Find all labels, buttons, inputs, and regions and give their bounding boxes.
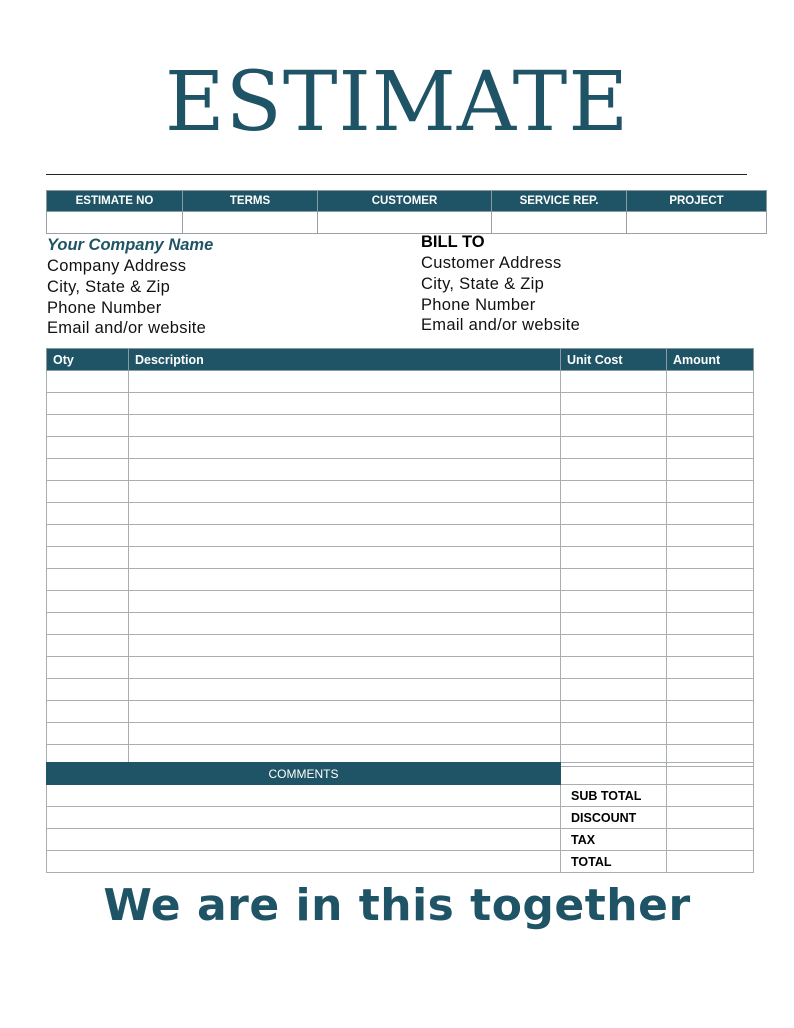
amount-cell[interactable]: [667, 547, 754, 569]
qty-cell[interactable]: [47, 371, 129, 393]
item-row: [47, 591, 754, 613]
unit-cost-cell[interactable]: [561, 415, 667, 437]
item-row: [47, 437, 754, 459]
customer-city: City, State & Zip: [421, 274, 545, 293]
company-address: Company Address: [47, 257, 187, 275]
qty-cell[interactable]: [47, 503, 129, 525]
amount-cell[interactable]: [667, 613, 754, 635]
col-amount: Amount: [667, 349, 754, 371]
unit-cost-cell[interactable]: [561, 723, 667, 745]
comments-line[interactable]: [47, 807, 561, 829]
unit-cost-cell[interactable]: [561, 525, 667, 547]
qty-cell[interactable]: [47, 679, 129, 701]
item-row: [47, 415, 754, 437]
item-row: [47, 371, 754, 393]
comments-totals-table: [46, 762, 754, 873]
qty-cell[interactable]: [47, 657, 129, 679]
footer-tagline: We are in this together: [103, 880, 691, 931]
bill-to-block: [421, 231, 580, 336]
customer-phone: Phone Number: [421, 295, 536, 314]
amount-cell[interactable]: [667, 701, 754, 723]
item-row: [47, 657, 754, 679]
col-project: PROJECT: [627, 191, 767, 212]
qty-cell[interactable]: [47, 437, 129, 459]
description-cell[interactable]: [129, 613, 561, 635]
description-cell[interactable]: [129, 371, 561, 393]
col-customer: CUSTOMER: [318, 191, 492, 212]
comments-line[interactable]: [47, 829, 561, 851]
unit-cost-cell[interactable]: [561, 503, 667, 525]
unit-cost-cell[interactable]: [561, 701, 667, 723]
customer-address: Customer Address: [421, 254, 562, 272]
amount-cell[interactable]: [667, 657, 754, 679]
terms-field[interactable]: [183, 212, 318, 234]
description-cell[interactable]: [129, 481, 561, 503]
discount-label: DISCOUNT: [561, 807, 667, 829]
qty-cell[interactable]: [47, 393, 129, 415]
tax-value[interactable]: [667, 829, 754, 851]
title-divider: [46, 174, 747, 175]
amount-cell[interactable]: [667, 503, 754, 525]
amount-cell[interactable]: [667, 591, 754, 613]
qty-cell[interactable]: [47, 459, 129, 481]
qty-cell[interactable]: [47, 723, 129, 745]
item-row: [47, 569, 754, 591]
amount-cell[interactable]: [667, 459, 754, 481]
qty-cell[interactable]: [47, 547, 129, 569]
unit-cost-cell[interactable]: [561, 679, 667, 701]
description-cell[interactable]: [129, 437, 561, 459]
qty-cell[interactable]: [47, 569, 129, 591]
unit-cost-cell[interactable]: [561, 547, 667, 569]
col-unit-cost: Unit Cost: [561, 349, 667, 371]
description-cell[interactable]: [129, 547, 561, 569]
company-email: Email and/or website: [47, 319, 207, 338]
tax-label: TAX: [561, 829, 667, 851]
amount-cell[interactable]: [667, 481, 754, 503]
col-service-rep: SERVICE REP.: [492, 191, 627, 212]
qty-cell[interactable]: [47, 635, 129, 657]
amount-cell[interactable]: [667, 635, 754, 657]
description-cell[interactable]: [129, 459, 561, 481]
item-row: [47, 613, 754, 635]
amount-cell[interactable]: [667, 437, 754, 459]
amount-cell[interactable]: [667, 679, 754, 701]
discount-value[interactable]: [667, 807, 754, 829]
item-row: [47, 547, 754, 569]
item-row: [47, 635, 754, 657]
item-row: [47, 723, 754, 745]
amount-cell[interactable]: [667, 393, 754, 415]
unit-cost-cell[interactable]: [561, 763, 667, 785]
estimate-no-field[interactable]: [47, 212, 183, 234]
subtotal-label: SUB TOTAL: [561, 785, 667, 807]
qty-cell[interactable]: [47, 415, 129, 437]
amount-cell[interactable]: [667, 723, 754, 745]
comments-line[interactable]: [47, 851, 561, 873]
amount-cell[interactable]: [667, 763, 754, 785]
unit-cost-cell[interactable]: [561, 393, 667, 415]
company-name: Your Company Name: [47, 236, 214, 254]
amount-cell[interactable]: [667, 371, 754, 393]
unit-cost-cell[interactable]: [561, 591, 667, 613]
item-row: [47, 503, 754, 525]
amount-cell[interactable]: [667, 569, 754, 591]
document-title: ESTIMATE: [164, 55, 630, 150]
col-estimate-no: ESTIMATE NO: [47, 191, 183, 212]
item-row: [47, 679, 754, 701]
item-row: [47, 525, 754, 547]
line-items-table: [46, 348, 754, 767]
description-cell[interactable]: [129, 415, 561, 437]
unit-cost-cell[interactable]: [561, 459, 667, 481]
description-cell[interactable]: [129, 701, 561, 723]
qty-cell[interactable]: [47, 481, 129, 503]
amount-cell[interactable]: [667, 525, 754, 547]
description-cell[interactable]: [129, 569, 561, 591]
subtotal-value[interactable]: [667, 785, 754, 807]
company-city: City, State & Zip: [47, 277, 171, 296]
unit-cost-cell[interactable]: [561, 635, 667, 657]
description-cell[interactable]: [129, 679, 561, 701]
description-cell[interactable]: [129, 503, 561, 525]
company-phone: Phone Number: [47, 298, 162, 317]
description-cell[interactable]: [129, 393, 561, 415]
description-cell[interactable]: [129, 635, 561, 657]
comments-line[interactable]: [47, 785, 561, 807]
unit-cost-cell[interactable]: [561, 481, 667, 503]
unit-cost-cell[interactable]: [561, 569, 667, 591]
col-terms: TERMS: [183, 191, 318, 212]
qty-cell[interactable]: [47, 701, 129, 723]
estimate-info-table: [46, 190, 767, 234]
total-value[interactable]: [667, 851, 754, 873]
col-description: Description: [129, 349, 561, 371]
customer-email: Email and/or website: [421, 316, 581, 335]
project-field[interactable]: [627, 212, 767, 234]
comments-heading: COMMENTS: [47, 763, 561, 785]
unit-cost-cell[interactable]: [561, 437, 667, 459]
unit-cost-cell[interactable]: [561, 657, 667, 679]
description-cell[interactable]: [129, 723, 561, 745]
qty-cell[interactable]: [47, 591, 129, 613]
unit-cost-cell[interactable]: [561, 371, 667, 393]
item-row: [47, 701, 754, 723]
item-row: [47, 459, 754, 481]
unit-cost-cell[interactable]: [561, 613, 667, 635]
qty-cell[interactable]: [47, 525, 129, 547]
description-cell[interactable]: [129, 591, 561, 613]
bill-to-heading: BILL TO: [421, 233, 485, 251]
item-row: [47, 481, 754, 503]
col-qty: Oty: [47, 349, 129, 371]
amount-cell[interactable]: [667, 415, 754, 437]
company-block: [47, 234, 213, 339]
item-row: [47, 393, 754, 415]
description-cell[interactable]: [129, 525, 561, 547]
description-cell[interactable]: [129, 657, 561, 679]
total-label: TOTAL: [561, 851, 667, 873]
qty-cell[interactable]: [47, 613, 129, 635]
